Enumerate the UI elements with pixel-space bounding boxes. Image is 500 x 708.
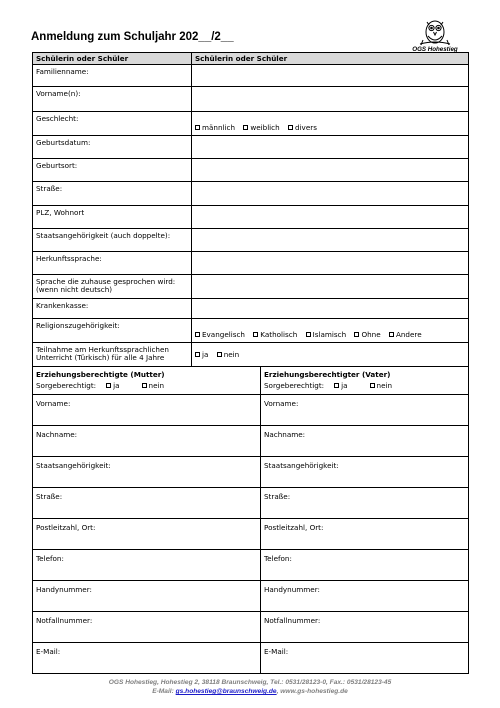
student-header-right: Schülerin oder Schüler bbox=[192, 53, 469, 65]
label-geschlecht: Geschlecht: bbox=[33, 112, 192, 136]
mother-custody: Sorgeberechtigt: ja nein bbox=[36, 381, 165, 390]
father-staatsangehoerigkeit-field[interactable]: Staatsangehörigkeit: bbox=[261, 457, 469, 488]
father-header bbox=[261, 367, 469, 395]
father-custody-ja-option[interactable]: ja bbox=[334, 381, 347, 390]
father-notfall-field[interactable]: Notfallnummer: bbox=[261, 612, 469, 643]
student-header-left: Schülerin oder Schüler bbox=[33, 53, 192, 65]
father-custody: Sorgeberechtigt: ja nein bbox=[264, 381, 393, 390]
checkbox-icon bbox=[389, 332, 394, 337]
religion-evangelisch-option[interactable]: Evangelisch bbox=[195, 330, 245, 339]
herkunftsunterricht-options bbox=[192, 343, 469, 367]
footer-email-link[interactable]: gs.hohestieg@braunschweig.de bbox=[175, 688, 277, 695]
input-plz-wohnort[interactable] bbox=[192, 206, 469, 229]
checkbox-icon bbox=[370, 383, 375, 388]
herkunftsunterricht-ja-option[interactable]: ja bbox=[195, 350, 208, 359]
gender-female-option[interactable]: weiblich bbox=[243, 123, 279, 132]
gender-male-option[interactable]: männlich bbox=[195, 123, 235, 132]
input-vorname[interactable] bbox=[192, 87, 469, 112]
checkbox-icon bbox=[195, 332, 200, 337]
checkbox-icon bbox=[217, 352, 222, 357]
label-strasse: Straße: bbox=[33, 182, 192, 206]
footer-address: OGS Hohestieg, Hohestieg 2, 38118 Braunschweig, Tel.: 0531/28123-0, Fax.: 0531/28123-45 bbox=[108, 679, 392, 686]
checkbox-icon bbox=[195, 125, 200, 130]
religion-islamisch-option[interactable]: Islamisch bbox=[306, 330, 347, 339]
label-vorname: Vorname(n): bbox=[33, 87, 192, 112]
checkbox-icon bbox=[195, 352, 200, 357]
mother-postleitzahl-field[interactable]: Postleitzahl, Ort: bbox=[33, 519, 261, 550]
input-herkunftssprache[interactable] bbox=[192, 252, 469, 275]
mother-vorname-field[interactable]: Vorname: bbox=[33, 395, 261, 426]
father-postleitzahl-field[interactable]: Postleitzahl, Ort: bbox=[261, 519, 469, 550]
checkbox-icon bbox=[288, 125, 293, 130]
checkbox-icon bbox=[253, 332, 258, 337]
mother-title: Erziehungsberechtigte (Mutter) bbox=[36, 370, 165, 379]
mother-custody-ja-option[interactable]: ja bbox=[106, 381, 119, 390]
gender-diverse-option[interactable]: divers bbox=[288, 123, 317, 132]
mother-handy-field[interactable]: Handynummer: bbox=[33, 581, 261, 612]
father-telefon-field[interactable]: Telefon: bbox=[261, 550, 469, 581]
label-familienname: Familienname: bbox=[33, 65, 192, 87]
father-vorname-field[interactable]: Vorname: bbox=[261, 395, 469, 426]
checkbox-icon bbox=[142, 383, 147, 388]
label-plz-wohnort: PLZ, Wohnort bbox=[33, 206, 192, 229]
page-title: Anmeldung zum Schuljahr 202__/2__ bbox=[31, 31, 234, 43]
checkbox-icon bbox=[106, 383, 111, 388]
father-strasse-field[interactable]: Straße: bbox=[261, 488, 469, 519]
herkunftsunterricht-nein-option[interactable]: nein bbox=[217, 350, 240, 359]
label-herkunftssprache: Herkunftssprache: bbox=[33, 252, 192, 275]
label-sprache-zuhause: Sprache die zuhause gesprochen wird: (wenn nicht deutsch) bbox=[33, 275, 192, 299]
father-handy-field[interactable]: Handynummer: bbox=[261, 581, 469, 612]
logo-caption: OGS Hohestieg bbox=[412, 46, 458, 53]
label-religion: Religionszugehörigkeit: bbox=[33, 319, 192, 343]
checkbox-icon bbox=[334, 383, 339, 388]
label-krankenkasse: Krankenkasse: bbox=[33, 299, 192, 319]
label-staatsangehoerigkeit: Staatsangehörigkeit (auch doppelte): bbox=[33, 229, 192, 252]
father-custody-nein-option[interactable]: nein bbox=[370, 381, 393, 390]
checkbox-icon bbox=[306, 332, 311, 337]
parents-table bbox=[32, 366, 469, 674]
footer-contact: E-Mail: gs.hohestieg@braunschweig.de, www.gs-hohestieg.de bbox=[152, 688, 348, 695]
father-email-field[interactable]: E-Mail: bbox=[261, 643, 469, 674]
input-strasse[interactable] bbox=[192, 182, 469, 206]
checkbox-icon bbox=[243, 125, 248, 130]
input-geburtsort[interactable] bbox=[192, 159, 469, 182]
student-table bbox=[32, 52, 469, 367]
gender-options bbox=[192, 112, 469, 136]
mother-telefon-field[interactable]: Telefon: bbox=[33, 550, 261, 581]
label-geburtsdatum: Geburtsdatum: bbox=[33, 136, 192, 159]
religion-ohne-option[interactable]: Ohne bbox=[354, 330, 380, 339]
religion-options bbox=[192, 319, 469, 343]
mother-staatsangehoerigkeit-field[interactable]: Staatsangehörigkeit: bbox=[33, 457, 261, 488]
religion-katholisch-option[interactable]: Katholisch bbox=[253, 330, 297, 339]
mother-custody-nein-option[interactable]: nein bbox=[142, 381, 165, 390]
mother-strasse-field[interactable]: Straße: bbox=[33, 488, 261, 519]
father-title: Erziehungsberechtigter (Vater) bbox=[264, 370, 391, 379]
checkbox-icon bbox=[354, 332, 359, 337]
religion-andere-option[interactable]: Andere bbox=[389, 330, 422, 339]
input-sprache-zuhause[interactable] bbox=[192, 275, 469, 299]
input-geburtsdatum[interactable] bbox=[192, 136, 469, 159]
mother-email-field[interactable]: E-Mail: bbox=[33, 643, 261, 674]
input-staatsangehoerigkeit[interactable] bbox=[192, 229, 469, 252]
input-krankenkasse[interactable] bbox=[192, 299, 469, 319]
label-geburtsort: Geburtsort: bbox=[33, 159, 192, 182]
mother-notfall-field[interactable]: Notfallnummer: bbox=[33, 612, 261, 643]
mother-nachname-field[interactable]: Nachname: bbox=[33, 426, 261, 457]
father-nachname-field[interactable]: Nachname: bbox=[261, 426, 469, 457]
label-herkunftsunterricht: Teilnahme am Herkunftssprachlichen Unterricht (Türkisch) für alle 4 Jahre bbox=[33, 343, 192, 367]
input-familienname[interactable] bbox=[192, 65, 469, 87]
mother-header bbox=[33, 367, 261, 395]
